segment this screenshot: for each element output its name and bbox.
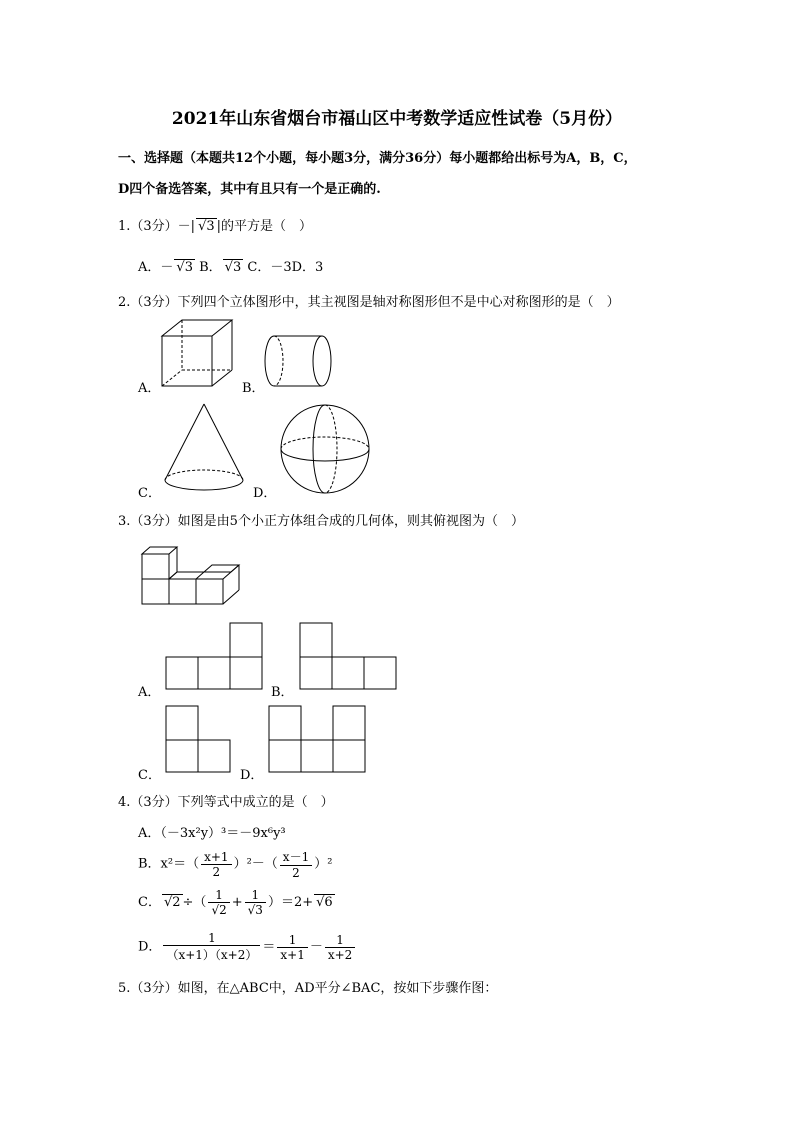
q4-c-fraction-1: $\frac{1}{√2}$ — [208, 888, 229, 917]
q3-option-c-label: C． — [138, 768, 161, 783]
q1-option-b-label: B． — [194, 260, 222, 275]
q4-d-minus: － — [309, 939, 323, 955]
q1-prefix: 1.（3分）－| — [118, 219, 196, 234]
exam-title: 2021年山东省烟台市福山区中考数学适应性试卷（5月份） — [171, 109, 623, 129]
q1-options-cd: C．－3D．3 — [243, 260, 324, 275]
q4-option-d — [138, 931, 357, 963]
q3-option-a-label: A． — [138, 685, 161, 700]
q4-b-fraction-1: $\frac{x+1}{2}$ — [201, 850, 231, 879]
q1-option-a-radical: √3 — [176, 260, 193, 275]
q4-c-equals: ）＝2+ — [267, 895, 314, 910]
section-heading-line1: 一、选择题（本题共12个小题，每小题3分，满分36分）每小题都给出标号为A，B，C， — [118, 151, 637, 166]
q1-option-b-radical: √3 — [224, 260, 242, 275]
q4-c-plus: + — [231, 895, 243, 910]
q2-option-b-label: B． — [242, 381, 265, 396]
sphere-figure — [278, 402, 372, 496]
question-1-stem — [118, 215, 312, 234]
q4-d-fraction-1: $\frac{1}{(x+1)(x+2)}$ — [163, 931, 260, 963]
q4-d-fraction-2: $\frac{1}{x+1}$ — [277, 933, 307, 962]
q4-c-fraction-2: $\frac{1}{√3}$ — [245, 888, 266, 917]
cube-figure — [158, 318, 240, 390]
cylinder-figure — [262, 332, 334, 390]
q4-b-prefix: B．x²＝（ — [138, 856, 200, 872]
q3-option-b-figure — [299, 622, 397, 690]
q1-option-a-label: A．－ — [138, 260, 174, 275]
q1-suffix: |的平方是（ ） — [216, 219, 313, 234]
question-3-stem: 3.（3分）如图是由5个小正方体组合成的几何体，则其俯视图为（ ） — [118, 514, 524, 529]
q4-c-radical-1: √2 — [163, 895, 181, 910]
q2-option-d-label: D． — [253, 486, 277, 501]
q2-option-a-label: A． — [138, 381, 161, 396]
q4-d-equals: ＝ — [262, 939, 276, 955]
q3-option-d-figure — [268, 705, 366, 773]
q3-solid-figure — [138, 543, 248, 609]
section-heading-line2: D四个备选答案，其中有且只有一个是正确的. — [118, 182, 381, 197]
q1-radicand: √3 — [198, 219, 215, 234]
q4-b-middle: ）²－（ — [233, 856, 278, 872]
q3-option-d-label: D． — [240, 768, 264, 783]
q3-option-b-label: B． — [271, 685, 294, 700]
q2-option-c-label: C． — [138, 486, 161, 501]
q4-d-prefix: D． — [138, 939, 162, 955]
cone-figure — [160, 400, 248, 496]
q4-d-fraction-3: $\frac{1}{x+2}$ — [325, 933, 355, 962]
q4-option-a: A．（－3x²y）³＝－9x⁶y³ — [138, 826, 286, 841]
question-5-stem: 5.（3分）如图，在△ABC中，AD平分∠BAC，按如下步骤作图： — [118, 981, 498, 996]
q4-c-divide: ÷（ — [182, 895, 207, 910]
q3-option-c-figure — [165, 705, 231, 773]
q4-c-prefix: C． — [138, 895, 161, 910]
q4-option-b — [138, 848, 332, 880]
question-2-stem: 2.（3分）下列四个立体图形中，其主视图是轴对称图形但不是中心对称图形的是（ ） — [118, 295, 620, 310]
q4-b-fraction-2: $\frac{x-1}{2}$ — [280, 848, 312, 880]
q4-option-c — [138, 888, 335, 917]
question-1-options — [138, 256, 323, 275]
question-4-stem: 4.（3分）下列等式中成立的是（ ） — [118, 795, 334, 810]
q4-c-radical-2: √6 — [316, 895, 333, 910]
q4-b-suffix: ）² — [314, 856, 333, 872]
q3-option-a-figure — [165, 622, 263, 690]
